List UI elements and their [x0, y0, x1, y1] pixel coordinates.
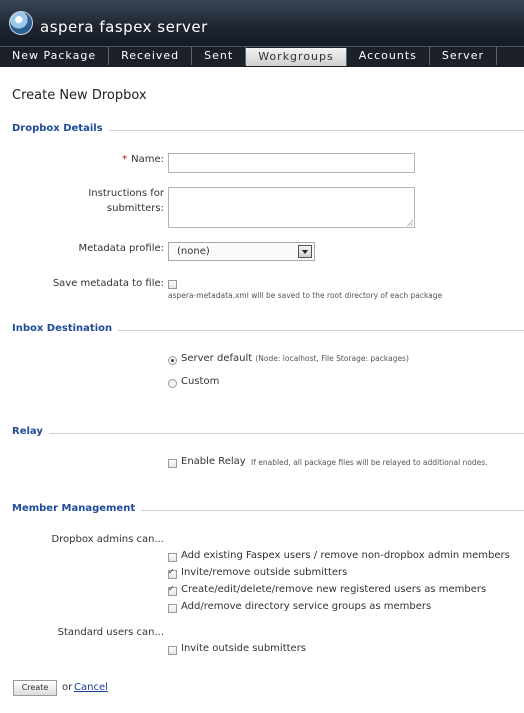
admin-option-label: Add/remove directory service groups as members — [181, 601, 432, 612]
admin-option-label: Create/edit/delete/remove new registered users as members — [181, 584, 487, 595]
nav-server[interactable]: Server — [430, 47, 497, 65]
admin-option-checkbox[interactable] — [168, 604, 177, 613]
section-title: Relay — [12, 426, 49, 437]
instructions-textarea[interactable] — [168, 187, 415, 228]
save-metadata-checkbox[interactable] — [168, 280, 177, 289]
instructions-label — [88, 186, 164, 216]
standard-option-label: Invite outside submitters — [181, 643, 307, 654]
section-title: Member Management — [12, 503, 141, 514]
admin-option-checkbox[interactable] — [168, 587, 177, 596]
enable-relay-checkbox[interactable] — [168, 459, 177, 468]
save-metadata-note: aspera-metadata.xml will be saved to the root directory of each package — [168, 291, 443, 300]
standard-users-label: Standard users can... — [57, 627, 164, 638]
nav-new-package[interactable]: New Package — [0, 47, 109, 65]
metadata-profile-select[interactable] — [168, 242, 315, 261]
name-label-text: Name: — [131, 154, 164, 165]
chevron-down-icon[interactable] — [298, 245, 312, 258]
required-marker: * — [122, 154, 128, 165]
enable-relay-label: Enable Relay — [181, 456, 246, 467]
server-default-option — [181, 353, 409, 364]
section-title: Dropbox Details — [12, 123, 109, 134]
admin-option-label: Invite/remove outside submitters — [181, 567, 348, 578]
custom-label: Custom — [181, 376, 220, 387]
server-default-hint: (Node: localhost, File Storage: packages) — [255, 354, 409, 363]
nav-sent[interactable]: Sent — [192, 47, 246, 65]
section-divider — [12, 433, 524, 434]
server-default-label: Server default — [181, 353, 253, 364]
nav-received[interactable]: Received — [109, 47, 192, 65]
section-dropbox-details — [12, 123, 524, 139]
page-title: Create New Dropbox — [12, 88, 147, 103]
admin-option-label: Add existing Faspex users / remove non-dropbox admin members — [181, 550, 510, 561]
instructions-label-line2: submitters: — [106, 203, 164, 214]
main-nav — [0, 46, 524, 67]
or-text: or — [62, 682, 73, 693]
create-button[interactable]: Create — [13, 680, 57, 696]
dropbox-admins-label: Dropbox admins can... — [51, 534, 164, 545]
section-title: Inbox Destination — [12, 323, 118, 334]
brand-title: aspera faspex server — [40, 18, 208, 36]
section-member-management — [12, 503, 524, 519]
metadata-profile-value: (none) — [177, 246, 210, 257]
custom-radio[interactable] — [168, 379, 177, 388]
resize-handle-icon[interactable] — [406, 219, 413, 226]
name-label — [122, 152, 164, 167]
instructions-label-line1: Instructions for — [88, 188, 164, 199]
cancel-link[interactable]: Cancel — [74, 682, 108, 693]
aspera-logo-icon — [9, 11, 33, 35]
nav-workgroups[interactable]: Workgroups — [246, 48, 347, 66]
section-inbox-destination — [12, 323, 524, 339]
nav-accounts[interactable]: Accounts — [347, 47, 430, 65]
metadata-profile-label: Metadata profile: — [78, 243, 164, 254]
standard-option-checkbox[interactable] — [168, 646, 177, 655]
app-header — [0, 0, 524, 46]
name-input[interactable] — [168, 153, 415, 173]
admin-option-checkbox[interactable] — [168, 570, 177, 579]
save-metadata-label: Save metadata to file: — [52, 278, 164, 289]
admin-option-checkbox[interactable] — [168, 553, 177, 562]
section-relay — [12, 426, 524, 442]
server-default-radio[interactable] — [168, 356, 177, 365]
enable-relay-hint: If enabled, all package files will be relayed to additional nodes. — [251, 458, 488, 467]
